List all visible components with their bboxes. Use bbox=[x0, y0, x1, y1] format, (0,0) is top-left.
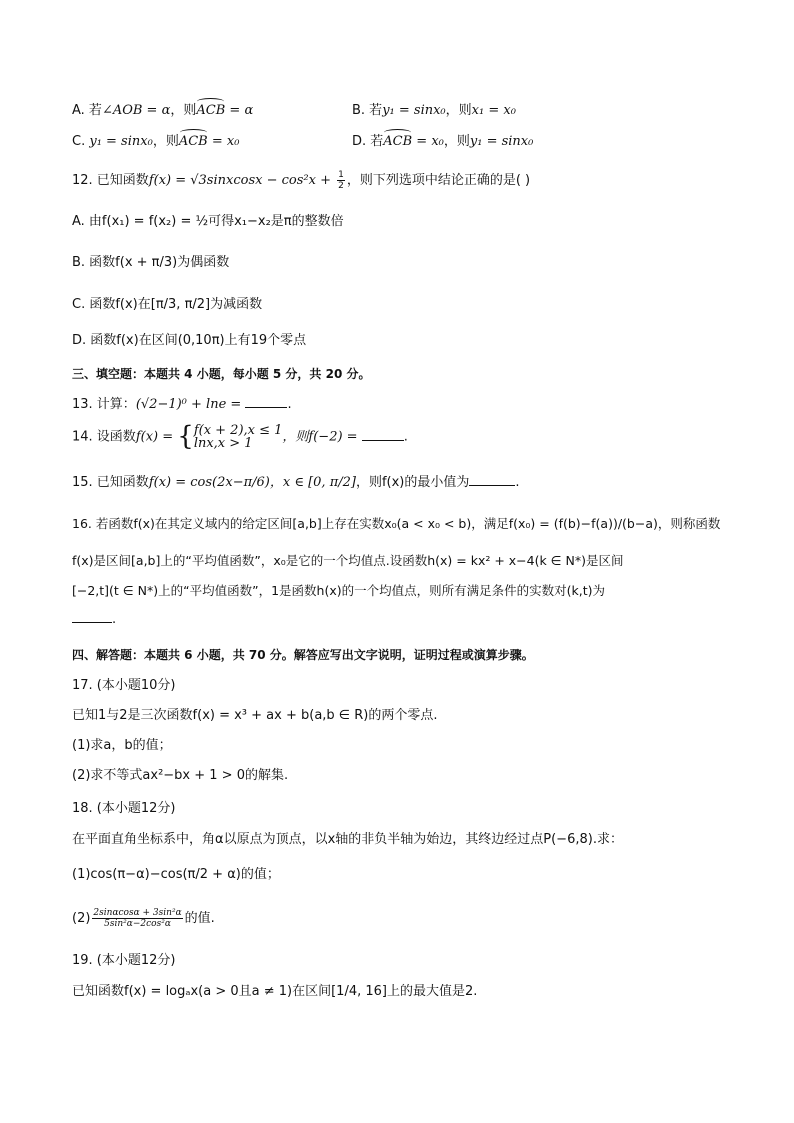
q11-option-a: A. 若∠AOB = α，则ACB = α bbox=[72, 103, 254, 118]
q18-stem: 在平面直角坐标系中，角α以原点为顶点，以x轴的非负半轴为始边，其终边经过点P(−6,8).求： bbox=[72, 832, 623, 847]
q16-line-3: [−2,t](t ∈ N*)上的“平均值函数”，1是函数h(x)的一个均值点，则所有满足条件的实数对(k,t)为 bbox=[72, 583, 605, 598]
arc-symbol: ACB bbox=[196, 103, 226, 118]
q17-title: 17. (本小题10分) bbox=[72, 678, 176, 693]
q15: 15. 已知函数f(x) = cos(2x−π/6)，x ∈ [0, π/2]，则f(x)的最小值为 . bbox=[72, 475, 520, 490]
answer-blank bbox=[469, 473, 515, 486]
q19-stem: 已知函数f(x) = logₐx(a > 0且a ≠ 1)在区间[1/4, 16]上的最大值是2. bbox=[72, 984, 478, 999]
q12-option-b: B. 函数f(x + π/3)为偶函数 bbox=[72, 255, 230, 270]
q12-option-a: A. 由f(x₁) = f(x₂) = ½可得x₁−x₂是π的整数倍 bbox=[72, 214, 344, 229]
section-3-heading: 三、填空题：本题共 4 小题，每小题 5 分，共 20 分。 bbox=[72, 367, 371, 381]
fraction: $\frac{1}{2}$ bbox=[338, 170, 344, 191]
q17-part-2: (2)求不等式ax²−bx + 1 > 0的解集. bbox=[72, 768, 289, 783]
q18-part-1: (1)cos(π−α)−cos(π/2 + α)的值； bbox=[72, 867, 280, 882]
q17-part-1: (1)求a，b的值； bbox=[72, 738, 172, 753]
arc-symbol: ACB bbox=[178, 134, 208, 149]
q11-option-d: D. 若ACB = x₀，则y₁ = sinx₀ bbox=[352, 134, 534, 149]
q14: 14. 设函数f(x) = { f(x + 2),x ≤ 1 lnx,x > 1 ，则f(−2) = . bbox=[72, 421, 408, 452]
q16-line-1: 16. 若函数f(x)在其定义域内的给定区间[a,b]上存在实数x₀(a < x₀ < b)，满足f(x₀) = (f(b)−f(a))/(b−a)，则称函数 bbox=[72, 516, 721, 531]
q13: 13. 计算：(√2−1)⁰ + lne = . bbox=[72, 397, 292, 412]
section-4-heading: 四、解答题：本题共 6 小题，共 70 分。解答应写出文字说明，证明过程或演算步骤。 bbox=[72, 648, 534, 662]
q11-option-b: B. 若y₁ = sinx₀，则x₁ = x₀ bbox=[352, 103, 516, 118]
piecewise-brace: { f(x + 2),x ≤ 1 lnx,x > 1 bbox=[177, 421, 283, 452]
fraction: $\frac{\text{2sinαcosα + 3sin²α}}{\text{5sin²α−2cos²α}}$ bbox=[93, 908, 182, 929]
q18-title: 18. (本小题12分) bbox=[72, 801, 176, 816]
q11-option-c: C. y₁ = sinx₀，则ACB = x₀ bbox=[72, 134, 240, 149]
q19-title: 19. (本小题12分) bbox=[72, 953, 176, 968]
q12-option-c: C. 函数f(x)在[π/3, π/2]为减函数 bbox=[72, 297, 263, 312]
q12-stem: 12. 已知函数f(x) = √3sinxcosx − cos²x + $\frac{1}{2}$ ，则下列选项中结论正确的是( ) bbox=[72, 170, 531, 191]
answer-blank bbox=[72, 610, 112, 623]
q12-option-d: D. 函数f(x)在区间(0,10π)上有19个零点 bbox=[72, 333, 307, 348]
q16-answer-line: . bbox=[72, 610, 116, 629]
q17-stem: 已知1与2是三次函数f(x) = x³ + ax + b(a,b ∈ R)的两个零点. bbox=[72, 708, 438, 723]
q16-line-2: f(x)是区间[a,b]上的“平均值函数”，x₀是它的一个均值点.设函数h(x) = kx² + x−4(k ∈ N*)是区间 bbox=[72, 553, 624, 568]
answer-blank bbox=[362, 428, 404, 441]
arc-symbol: ACB bbox=[383, 134, 413, 149]
answer-blank bbox=[245, 395, 287, 408]
q18-part-2: (2) $\frac{\text{2sinαcosα + 3sin²α}}{\text{5sin²α−2cos²α}}$ 的值. bbox=[72, 908, 215, 929]
